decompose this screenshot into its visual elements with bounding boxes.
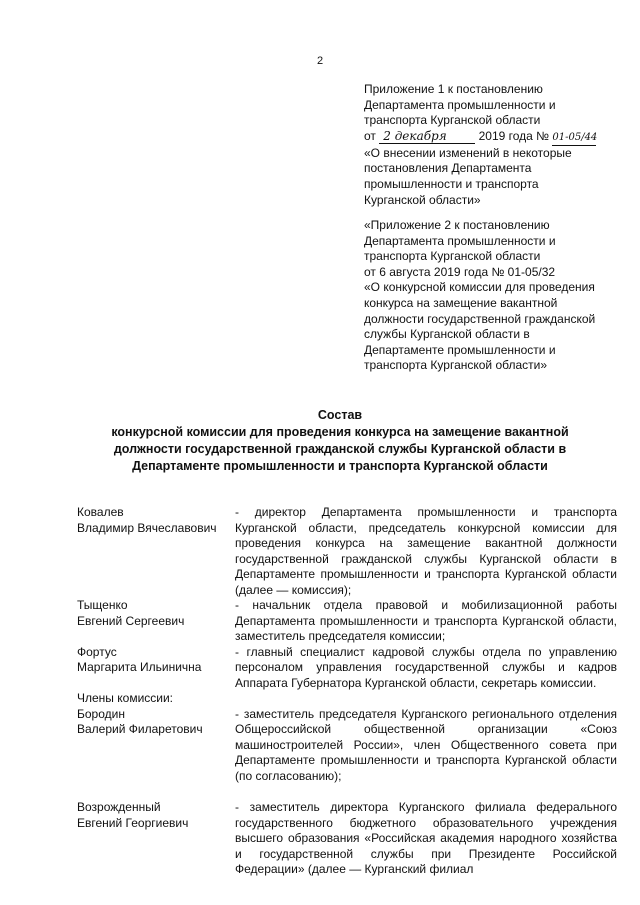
appendix-1-line: Курганской области»	[364, 192, 481, 207]
member-name	[77, 505, 235, 598]
title-line: должности государственной гражданской службы Курганской области в	[113, 442, 567, 456]
title-line: конкурсной комиссии для проведения конкурса на замещение вакантной	[111, 425, 569, 439]
member-row	[77, 707, 617, 785]
member-row	[77, 645, 617, 692]
title-line: Департаменте промышленности и транспорта Курганской области	[132, 459, 548, 473]
member-surname: Ковалев	[77, 505, 124, 519]
member-given-name: Евгений Сергеевич	[77, 613, 185, 628]
handwritten-number: 01-05/44	[552, 131, 596, 146]
member-name	[77, 598, 235, 645]
member-given-name: Валерий Филаретович	[77, 722, 203, 736]
appendix-1-line: транспорта Курганской области	[364, 113, 541, 128]
appendix-2-line: конкурса на замещение вакантной	[364, 295, 558, 310]
appendix-2-line: Департамента промышленности и	[364, 233, 556, 248]
date-year: 2019 года №	[478, 128, 550, 143]
appendix-2-line: службы Курганской области в	[364, 327, 530, 342]
member-role: - главный специалист кадровой службы отдела по управлению персоналом управления государственной службы и кадров Аппарата Губернатора Курганской области, секретарь комиссии.	[235, 644, 617, 690]
appendix-1-line: промышленности и транспорта	[364, 176, 539, 191]
member-role: - заместитель председателя Курганского регионального отделения Общероссийской общественной организации «Союз машиностроителей России», член Общественного совета при Департаменте промышленности и транспорта Курганской области (по согласованию);	[235, 706, 617, 783]
appendix-2-line: должности государственной гражданской	[364, 311, 596, 326]
document-title	[40, 407, 640, 475]
appendix-2-line: от 6 августа 2019 года № 01-05/32	[364, 264, 556, 279]
commission-list	[77, 505, 617, 878]
page-number: 2	[316, 55, 324, 67]
member-given-name: Владимир Вячеславович	[77, 520, 217, 535]
appendix-1-date-line	[364, 129, 614, 146]
appendix-1-line: Департамента промышленности и	[364, 97, 556, 112]
appendix-2-line: транспорта Курганской области»	[364, 358, 548, 373]
appendix-2-line: Департаменте промышленности и	[364, 342, 556, 357]
member-given-name: Евгений Георгиевич	[77, 815, 189, 830]
member-name	[77, 707, 235, 785]
member-name	[77, 645, 235, 692]
members-heading: Члены комиссии:	[77, 691, 174, 705]
appendix-1-line: «О внесении изменений в некоторые	[364, 145, 572, 160]
member-given-name: Маргарита Ильинична	[77, 660, 202, 674]
appendix-1-line: Приложение 1 к постановлению	[364, 82, 543, 96]
title-line: Состав	[317, 408, 363, 422]
appendix-2-line: «О конкурсной комиссии для проведения	[364, 280, 595, 295]
member-surname: Тыщенко	[77, 598, 128, 612]
date-prefix: от	[364, 128, 376, 143]
member-surname: Возрожденный	[77, 800, 161, 814]
member-surname: Бородин	[77, 706, 125, 721]
handwritten-date: 2 декабря	[379, 129, 475, 144]
appendix-1-line: постановления Департамента	[364, 161, 532, 176]
member-row	[77, 505, 617, 598]
appendix-2-header	[364, 218, 614, 374]
row-spacer	[77, 784, 617, 800]
member-role: - начальник отдела правовой и мобилизационной работы Департамента промышленности и транспорта Курганской области, заместитель председателя комиссии;	[235, 598, 617, 643]
member-role: - директор Департамента промышленности и транспорта Курганской области, председатель конкурсной комиссии для проведения конкурса на замещение вакантной должности государственной гражданской службы Курганской области в Департаменте промышленности и транспорта Курганской области (далее — комиссия);	[235, 505, 617, 597]
appendix-1-header	[364, 82, 614, 208]
member-surname: Фортус	[77, 644, 117, 659]
appendix-2-line: «Приложение 2 к постановлению	[364, 218, 550, 232]
member-name	[77, 800, 235, 878]
member-role: - заместитель директора Курганского филиала федерального государственного бюджетного образовательного учреждения высшего образования «Российская академия народного хозяйства и государственной службы при Президенте Российской Федерации» (далее — Курганский филиал	[235, 800, 617, 876]
appendix-2-line: транспорта Курганской области	[364, 249, 541, 264]
member-row	[77, 598, 617, 645]
member-row	[77, 800, 617, 878]
